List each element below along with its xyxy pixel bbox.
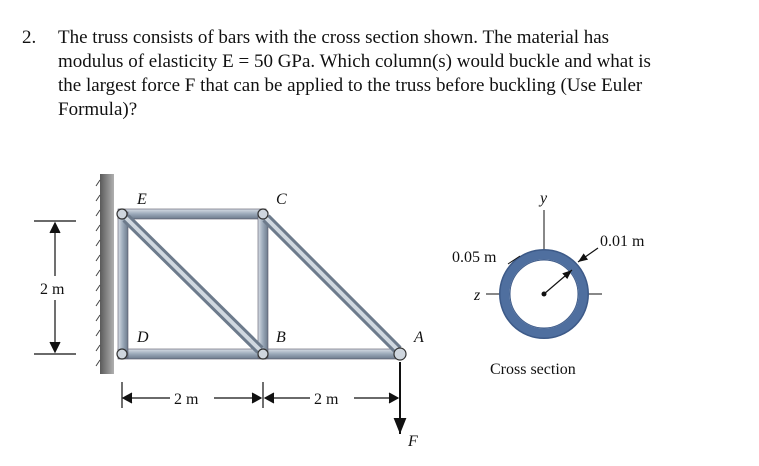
z-axis-label: z: [474, 287, 481, 304]
problem-line-1: The truss consists of bars with the cross section shown. The material has: [58, 27, 610, 48]
height-dim-label: 2 m: [40, 281, 65, 298]
joint-D-pin: [117, 349, 127, 359]
thickness-leader: [578, 248, 598, 262]
outer-radius-label: 0.05 m: [452, 249, 497, 266]
problem-line-4: Formula)?: [58, 99, 138, 120]
section-centroid: [542, 292, 547, 297]
joint-label-A: A: [414, 329, 424, 346]
y-axis-label: y: [540, 190, 548, 207]
span-right-dim-label: 2 m: [314, 391, 339, 408]
cross-section-figure: [486, 210, 602, 338]
joint-label-B: B: [276, 329, 286, 346]
joint-E-pin: [117, 209, 127, 219]
span-left-dim-label: 2 m: [174, 391, 199, 408]
thickness-label: 0.01 m: [600, 233, 645, 250]
joint-B-pin: [258, 349, 268, 359]
joint-label-C: C: [276, 191, 287, 208]
joint-label-E: E: [137, 191, 147, 208]
problem-line-3: the largest force F that can be applied to the truss before buckling (Use Euler: [58, 75, 643, 96]
member-EC: [118, 209, 266, 219]
wall-hatching: [96, 180, 100, 366]
span-dimensions: [122, 382, 400, 408]
member-ED: [118, 212, 128, 358]
force-label-F: F: [408, 433, 418, 450]
joint-A-pin: [394, 348, 406, 360]
joint-C-pin: [258, 209, 268, 219]
member-DB: [118, 349, 266, 359]
problem-line-2: modulus of elasticity E = 50 GPa. Which column(s) would buckle and what is: [58, 51, 651, 72]
member-BA: [262, 349, 402, 359]
member-CB: [258, 212, 268, 358]
problem-number: 2.: [22, 27, 37, 48]
member-CA-highlight: [266, 218, 398, 350]
joint-label-D: D: [137, 329, 149, 346]
cross-section-caption: Cross section: [490, 361, 576, 378]
wall-support: [100, 174, 114, 374]
